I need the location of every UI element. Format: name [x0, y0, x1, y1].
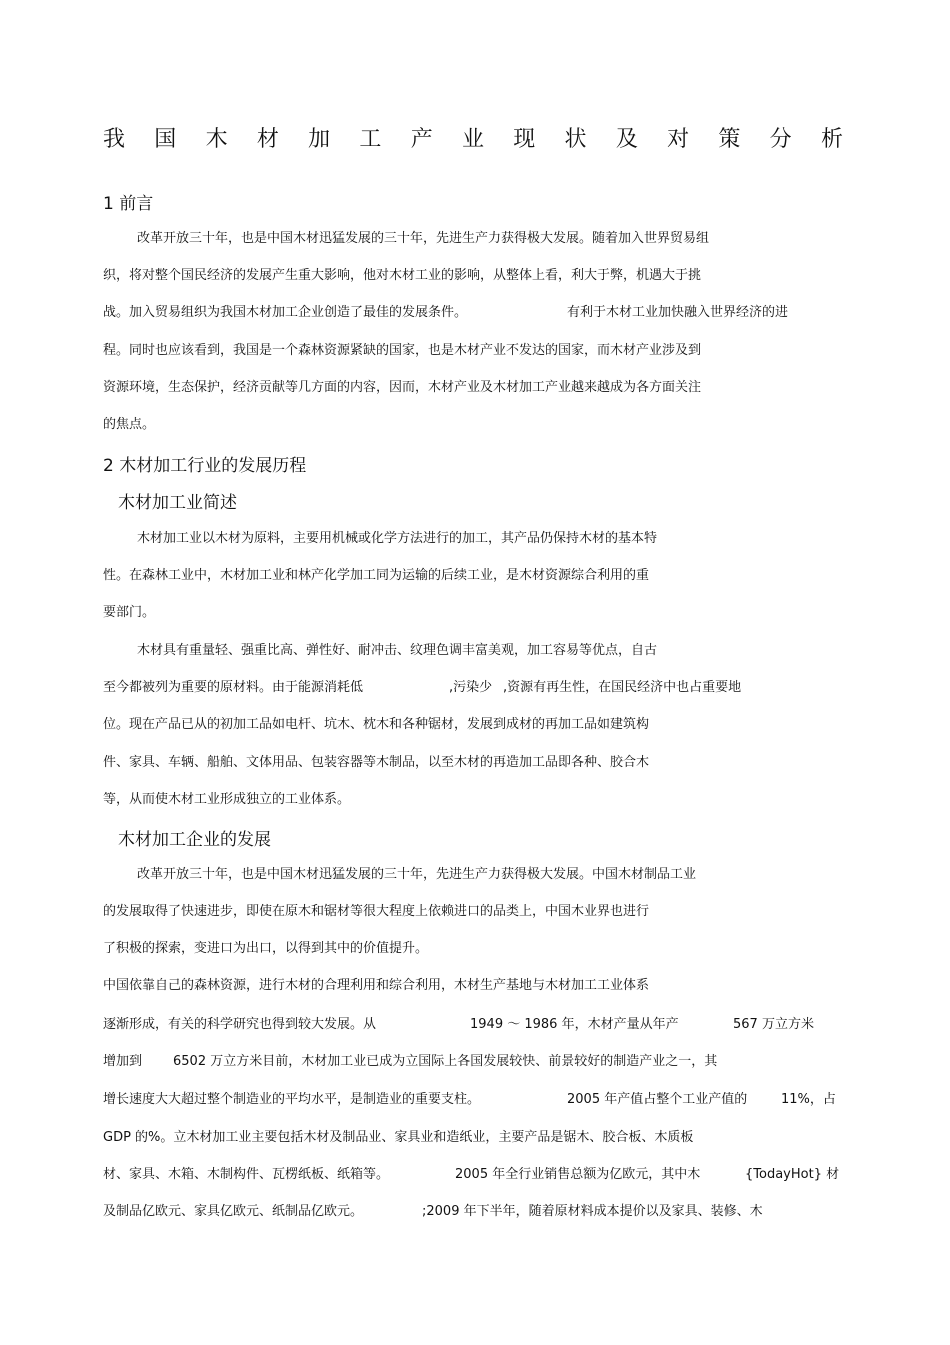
paragraph-line: 战。加入贸易组织为我国木材加工企业创造了最佳的发展条件。 [103, 305, 468, 320]
paragraph-line: 程。同时也应该看到，我国是一个森林资源紧缺的国家，也是木材产业不发达的国家，而木材产业涉及到 [103, 343, 702, 358]
paragraph-line: 木材具有重量轻、强重比高、弹性好、耐冲击、纹理色调丰富美观，加工容易等优点，自古 [137, 643, 658, 658]
paragraph-line: 资源环境，生态保护，经济贡献等几方面的内容，因而，木材产业及木材加工产业越来越成为各方面关注 [103, 380, 702, 395]
paragraph-line: 织，将对整个国民经济的发展产生重大影响，他对木材工业的影响，从整体上看，利大于弊，机遇大于挑 [103, 268, 702, 283]
paragraph-line-segment: 2005 年产值占整个工业产值的 [567, 1092, 748, 1107]
paragraph-line-segment: ,资源有再生性，在国民经济中也占重要地 [503, 680, 742, 695]
paragraph-line: 的焦点。 [103, 417, 156, 432]
paragraph-line-segment: ,污染少 [449, 680, 493, 695]
title-char: 及 [615, 127, 638, 152]
title-char: 现 [513, 127, 536, 152]
title-char: 工 [359, 127, 382, 152]
paragraph-line: 增加到 [103, 1054, 143, 1069]
paragraph-line: 逐渐形成，有关的科学研究也得到较大发展。从 [103, 1017, 377, 1032]
paragraph-line: 件、家具、车辆、船舶、文体用品、包装容器等木制品，以至木材的再造加工品即各种、胶合木 [103, 755, 650, 770]
paragraph-line: 了积极的探索，变进口为出口，以得到其中的价值提升。 [103, 941, 429, 956]
subsection-heading: 木材加工企业的发展 [118, 830, 271, 850]
title-char: 策 [718, 127, 741, 152]
title-char: 国 [154, 127, 177, 152]
paragraph-line: 要部门。 [103, 605, 156, 620]
title-char: 木 [205, 127, 228, 152]
paragraph-line: 性。在森林工业中，木材加工业和林产化学加工同为运输的后续工业，是木材资源综合利用的重 [103, 568, 650, 583]
paragraph-line: 改革开放三十年，也是中国木材迅猛发展的三十年，先进生产力获得极大发展。中国木材制品工业 [137, 867, 697, 882]
title-char: 产 [410, 127, 433, 152]
paragraph-line-segment: 6502 万立方米目前，木材加工业已成为立国际上各国发展较快、前景较好的制造产业之一，其 [173, 1054, 718, 1069]
paragraph-line-segment: 1949 ～ 1986 年，木材产量从年产 [470, 1017, 679, 1032]
paragraph-line-segment: 11%，占 [781, 1092, 836, 1107]
paragraph-line: 位。现在产品已从的初加工品如电杆、坑木、枕木和各种锯材，发展到成材的再加工品如建筑构 [103, 717, 650, 732]
title-char: 对 [667, 127, 690, 152]
document-title [103, 126, 843, 154]
paragraph-line-segment: ;2009 年下半年，随着原材料成本提价以及家具、装修、木 [422, 1204, 763, 1219]
paragraph-line-segment: 2005 年全行业销售总额为亿欧元，其中木 [455, 1167, 701, 1182]
paragraph-line: 等，从而使木材工业形成独立的工业体系。 [103, 792, 351, 807]
title-char: 分 [769, 127, 792, 152]
paragraph-line: 改革开放三十年，也是中国木材迅猛发展的三十年，先进生产力获得极大发展。随着加入世界贸易组 [137, 231, 710, 246]
section-2-heading: 2 木材加工行业的发展历程 [103, 456, 307, 476]
paragraph-line: 中国依靠自己的森林资源，进行木材的合理利用和综合利用，木材生产基地与木材加工工业体系 [103, 978, 650, 993]
title-char: 我 [103, 127, 126, 152]
paragraph-line: 至今都被列为重要的原材料。由于能源消耗低 [103, 680, 364, 695]
title-char: 加 [308, 127, 331, 152]
paragraph-line-segment: {TodayHot} 材 [745, 1167, 840, 1182]
paragraph-line: 及制品亿欧元、家具亿欧元、纸制品亿欧元。 [103, 1204, 364, 1219]
subsection-heading: 木材加工业简述 [118, 493, 237, 513]
paragraph-line-segment: 有利于木材工业加快融入世界经济的进 [567, 305, 789, 320]
title-char: 业 [461, 127, 484, 152]
title-char: 析 [820, 127, 843, 152]
paragraph-line-segment: 567 万立方米 [733, 1017, 814, 1032]
paragraph-line: 增长速度大大超过整个制造业的平均水平，是制造业的重要支柱。 [103, 1092, 481, 1107]
paragraph-line: 的发展取得了快速进步，即使在原木和锯材等很大程度上依赖进口的品类上，中国木业界也进行 [103, 904, 650, 919]
section-1-heading: 1 前言 [103, 194, 154, 214]
paragraph-line: GDP 的%。立木材加工业主要包括木材及制品业、家具业和造纸业，主要产品是锯木、胶合板、木质板 [103, 1130, 694, 1145]
title-char: 材 [256, 127, 279, 152]
paragraph-line: 材、家具、木箱、木制构件、瓦楞纸板、纸箱等。 [103, 1167, 390, 1182]
paragraph-line: 木材加工业以木材为原料，主要用机械或化学方法进行的加工，其产品仍保持木材的基本特 [137, 531, 658, 546]
title-char: 状 [564, 127, 587, 152]
